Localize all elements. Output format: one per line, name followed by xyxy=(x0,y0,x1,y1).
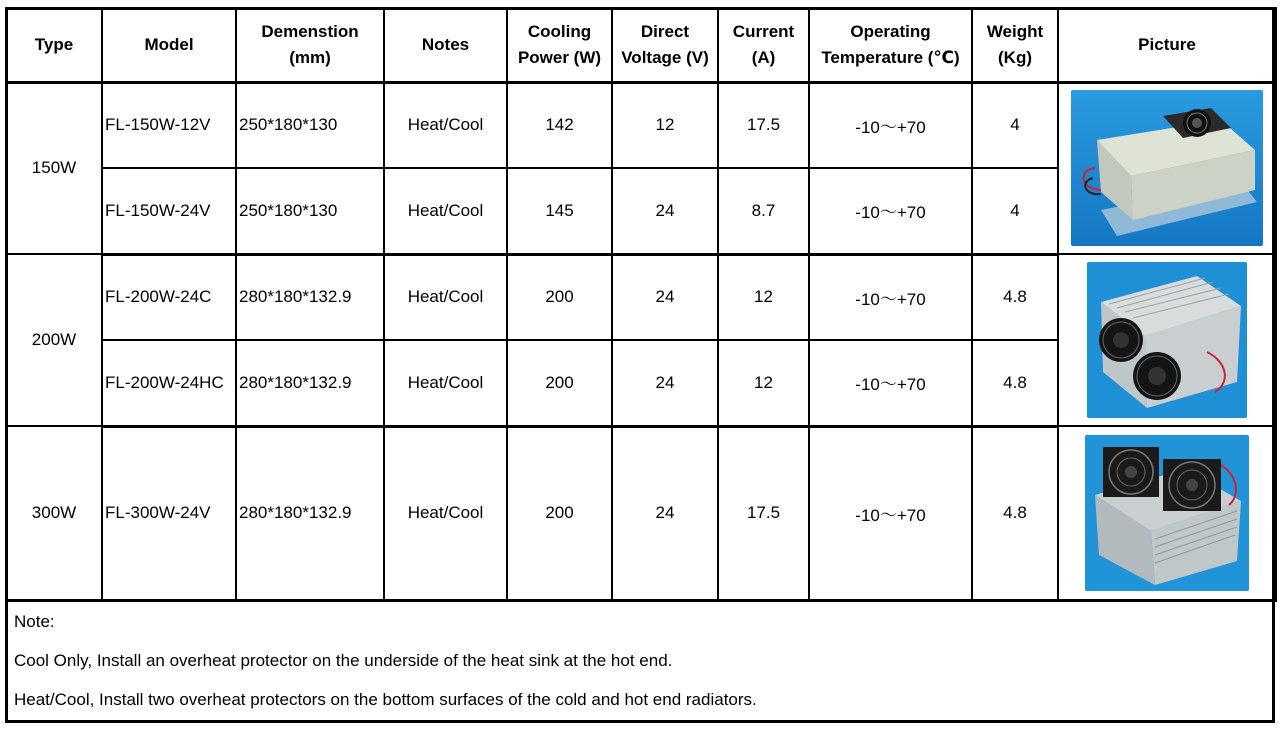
current-cell: 12 xyxy=(718,254,809,340)
model-cell: FL-200W-24HC xyxy=(102,340,236,426)
note-title: Note: xyxy=(14,612,55,631)
product-photo-300w xyxy=(1085,435,1249,591)
picture-cell xyxy=(1058,426,1276,600)
cooling-cell: 145 xyxy=(507,168,612,254)
notes-cell: Heat/Cool xyxy=(384,340,507,426)
dimension-cell: 280*180*132.9 xyxy=(236,426,384,600)
spec-table xyxy=(5,7,1277,602)
header-direct-voltage: Direct Voltage (V) xyxy=(612,8,718,82)
type-cell: 200W xyxy=(6,254,102,426)
picture-cell xyxy=(1058,254,1276,426)
header-model: Model xyxy=(102,8,236,82)
temperature-cell: -10～+70 xyxy=(809,82,972,168)
dimension-cell: 250*180*130 xyxy=(236,82,384,168)
notes-cell: Heat/Cool xyxy=(384,426,507,600)
notes-cell: Heat/Cool xyxy=(384,168,507,254)
model-cell: FL-150W-24V xyxy=(102,168,236,254)
temperature-cell: -10～+70 xyxy=(809,340,972,426)
note-section xyxy=(8,600,1272,721)
cooling-cell: 200 xyxy=(507,340,612,426)
model-cell: FL-300W-24V xyxy=(102,426,236,600)
temperature-cell: -10～+70 xyxy=(809,426,972,600)
header-operating-temperature: Operating Temperature (℃) xyxy=(809,8,972,82)
cooler-unit-illustration xyxy=(1071,90,1263,246)
cooling-cell: 200 xyxy=(507,254,612,340)
table-row xyxy=(6,426,1276,600)
current-cell: 8.7 xyxy=(718,168,809,254)
weight-cell: 4 xyxy=(972,82,1058,168)
weight-cell: 4.8 xyxy=(972,340,1058,426)
notes-cell: Heat/Cool xyxy=(384,254,507,340)
model-cell: FL-200W-24C xyxy=(102,254,236,340)
header-cooling-power: Cooling Power (W) xyxy=(507,8,612,82)
dimension-cell: 250*180*130 xyxy=(236,168,384,254)
cooler-unit-illustration xyxy=(1085,435,1249,591)
current-cell: 17.5 xyxy=(718,426,809,600)
header-current: Current (A) xyxy=(718,8,809,82)
weight-cell: 4.8 xyxy=(972,254,1058,340)
voltage-cell: 24 xyxy=(612,340,718,426)
table-row xyxy=(6,82,1276,168)
temperature-cell: -10～+70 xyxy=(809,168,972,254)
header-type: Type xyxy=(6,8,102,82)
weight-cell: 4.8 xyxy=(972,426,1058,600)
product-photo-150w xyxy=(1071,90,1263,246)
header-dimension: Demenstion (mm) xyxy=(236,8,384,82)
header-weight: Weight (Kg) xyxy=(972,8,1058,82)
notes-cell: Heat/Cool xyxy=(384,82,507,168)
voltage-cell: 24 xyxy=(612,254,718,340)
cooler-unit-illustration xyxy=(1087,262,1247,418)
dimension-cell: 280*180*132.9 xyxy=(236,254,384,340)
current-cell: 17.5 xyxy=(718,82,809,168)
cooling-cell: 200 xyxy=(507,426,612,600)
model-cell: FL-150W-12V xyxy=(102,82,236,168)
product-photo-200w xyxy=(1087,262,1247,418)
type-cell: 300W xyxy=(6,426,102,600)
header-picture: Picture xyxy=(1058,8,1276,82)
current-cell: 12 xyxy=(718,340,809,426)
header-notes: Notes xyxy=(384,8,507,82)
voltage-cell: 12 xyxy=(612,82,718,168)
voltage-cell: 24 xyxy=(612,168,718,254)
voltage-cell: 24 xyxy=(612,426,718,600)
dimension-cell: 280*180*132.9 xyxy=(236,340,384,426)
note-line-heat-cool: Heat/Cool, Install two overheat protectors on the bottom surfaces of the cold and hot end radiators. xyxy=(14,690,757,709)
weight-cell: 4 xyxy=(972,168,1058,254)
picture-cell xyxy=(1058,82,1276,254)
cooling-cell: 142 xyxy=(507,82,612,168)
header-row xyxy=(6,8,1276,82)
type-cell: 150W xyxy=(6,82,102,254)
table-row xyxy=(6,254,1276,340)
note-line-cool-only: Cool Only, Install an overheat protector on the underside of the heat sink at the hot end. xyxy=(14,651,673,670)
temperature-cell: -10～+70 xyxy=(809,254,972,340)
